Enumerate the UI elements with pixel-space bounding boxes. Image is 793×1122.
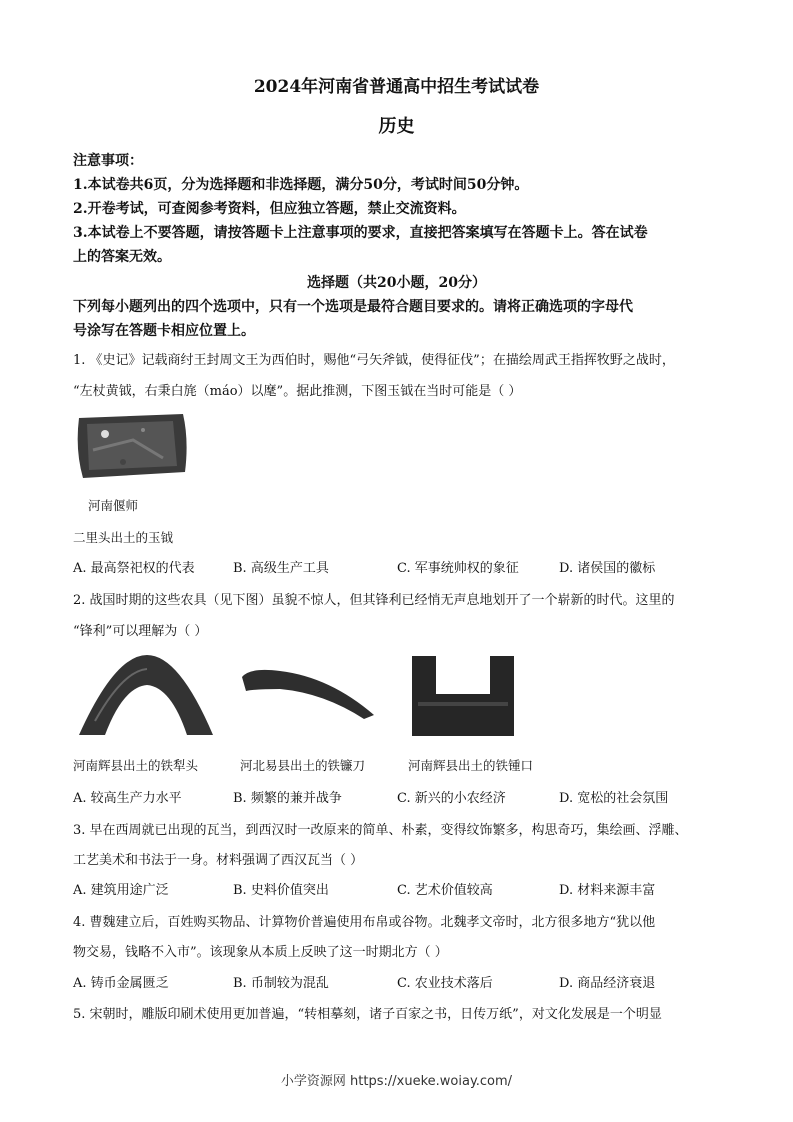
option-a: A. 铸币金属匮乏 — [73, 976, 169, 991]
figure-caption: 河南辉县出土的铁犁头 — [73, 758, 199, 773]
iron-plough-image — [75, 651, 217, 739]
option-c: C. 军事统帅权的象征 — [397, 561, 519, 576]
iron-sickle-image — [240, 663, 376, 721]
section-instruction: 号涂写在答题卡相应位置上。 — [73, 323, 255, 339]
question-1-text: 1. 《史记》记载商纣王封周文王为西伯时，赐他“弓矢斧钺，使得征伐”；在描绘周武王指挥牧野之战时， — [73, 353, 675, 368]
option-c: C. 新兴的小农经济 — [397, 791, 506, 806]
question-4-text: 物交易，钱略不入市”。该现象从本质上反映了这一时期北方（ ） — [73, 945, 448, 960]
option-c: C. 艺术价值较高 — [397, 883, 493, 898]
option-b: B. 频繁的兼并战争 — [233, 791, 342, 806]
section-title: 选择题（共20小题，20分） — [307, 275, 486, 291]
figure-caption: 河北易县出土的铁镰刀 — [240, 758, 366, 773]
question-4-text: 4. 曹魏建立后，百姓购买物品、计算物价普遍使用布帛或谷物。北魏孝文帝时，北方很多地方“犹以他 — [73, 915, 656, 930]
option-d: D. 材料来源丰富 — [559, 883, 656, 898]
option-d: D. 宽松的社会氛围 — [559, 791, 669, 806]
question-2-text: “锋利”可以理解为（ ） — [73, 624, 208, 639]
option-a: A. 最高祭祀权的代表 — [73, 561, 195, 576]
exam-title: 2024年河南省普通高中招生考试试卷 — [253, 77, 540, 97]
figure-caption: 河南辉县出土的铁锺口 — [408, 758, 534, 773]
option-a: A. 建筑用途广泛 — [73, 883, 169, 898]
notice-item: 上的答案无效。 — [73, 249, 171, 265]
jade-yue-axe-image — [73, 410, 191, 482]
notice-item: 2.开卷考试，可查阅参考资料，但应独立答题，禁止交流资料。 — [73, 201, 466, 217]
option-b: B. 高级生产工具 — [233, 561, 329, 576]
question-3-text: 3. 早在西周就已出现的瓦当，到西汉时一改原来的简单、朴素，变得纹饰繁多，构思奇巧，集绘画、浮雕、 — [73, 823, 688, 838]
option-b: B. 币制较为混乱 — [233, 976, 329, 991]
question-3-text: 工艺美术和书法于一身。材料强调了西汉瓦当（ ） — [73, 853, 364, 868]
iron-hoe-image — [408, 652, 518, 738]
figure-caption: 二里头出土的玉钺 — [73, 530, 174, 545]
figure-caption: 河南偃师 — [88, 498, 139, 513]
question-5-text: 5. 宋朝时，雕版印刷术使用更加普遍，“转相摹刻，诸子百家之书，日传万纸”，对文化发展是一个明显 — [73, 1007, 662, 1022]
option-c: C. 农业技术落后 — [397, 976, 493, 991]
notice-heading: 注意事项： — [73, 153, 143, 169]
option-d: D. 商品经济衰退 — [559, 976, 656, 991]
subject-title: 历史 — [378, 116, 415, 137]
option-a: A. 较高生产力水平 — [73, 791, 182, 806]
section-instruction: 下列每小题列出的四个选项中，只有一个选项是最符合题目要求的。请将正确选项的字母代 — [73, 299, 633, 315]
question-1-text: “左杖黄钺，右秉白旄（máo）以麾”。据此推测，下图玉钺在当时可能是（ ） — [73, 384, 522, 399]
option-b: B. 史料价值突出 — [233, 883, 329, 898]
option-d: D. 诸侯国的徽标 — [559, 561, 656, 576]
question-2-text: 2. 战国时期的这些农具（见下图）虽貌不惊人，但其锋利已经悄无声息地划开了一个崭新的时代。这里的 — [73, 593, 675, 608]
notice-item: 3.本试卷上不要答题，请按答题卡上注意事项的要求，直接把答案填写在答题卡上。答在试卷 — [73, 225, 648, 241]
notice-item: 1.本试卷共6页，分为选择题和非选择题，满分50分，考试时间50分钟。 — [73, 177, 529, 193]
footer-watermark: 小学资源网 https://xueke.woiay.com/ — [280, 1074, 513, 1089]
